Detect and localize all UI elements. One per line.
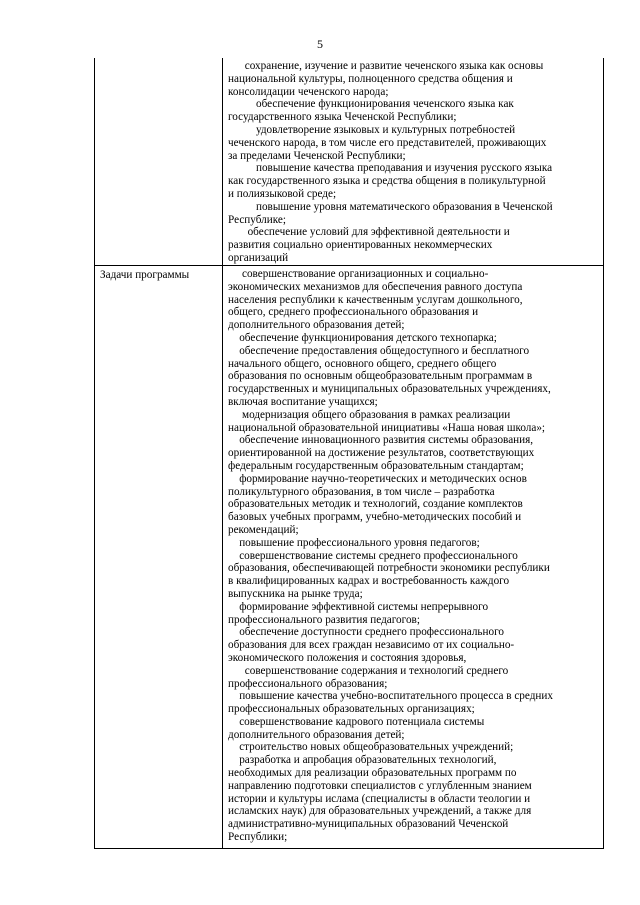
- text-line: совершенствование кадрового потенциала системы: [228, 715, 485, 728]
- tasks-cell: [228, 268, 600, 844]
- text-line: общего, среднего профессионального образования и: [228, 306, 479, 319]
- text-line: рекомендаций;: [228, 523, 299, 536]
- table-border-bottom: [94, 848, 604, 849]
- text-line: в квалифицированных кадрах и востребованность каждого: [228, 575, 510, 588]
- text-line: за пределами Чеченской Республики;: [228, 149, 406, 162]
- text-line: выпускника на рынке труда;: [228, 587, 363, 600]
- text-line: разработка и апробация образовательных технологий,: [228, 754, 497, 767]
- text-line: консолидации чеченского народа;: [228, 85, 389, 98]
- text-line: обеспечение условий для эффективной деятельности и: [228, 226, 510, 239]
- text-line: начального общего, основного общего, среднего общего: [228, 357, 497, 370]
- text-line: сохранение, изучение и развитие чеченского языка как основы: [228, 60, 544, 72]
- text-line: обеспечение предоставления общедоступного и бесплатного: [228, 344, 530, 357]
- text-line: организаций: [228, 251, 289, 264]
- text-line: базовых учебных программ, учебно-методических пособий и: [228, 511, 522, 524]
- text-line: Республики;: [228, 831, 288, 844]
- text-line: профессионального образования;: [228, 677, 388, 690]
- page-number: 5: [317, 37, 323, 51]
- text-line: государственного языка Чеченской Республики;: [228, 111, 457, 124]
- text-line: совершенствование содержания и технологий среднего: [228, 664, 509, 677]
- table-border-left: [94, 58, 95, 849]
- text-line: необходимых для реализации образовательных программ по: [228, 767, 517, 780]
- text-line: повышение качества учебно-воспитательного процесса в средних: [228, 690, 553, 703]
- text-line: обеспечение инновационного развития системы образования,: [228, 434, 534, 447]
- text-line: федеральным государственным образовательным стандартам;: [228, 459, 524, 472]
- text-line: образования для всех граждан независимо от их социально-: [228, 639, 515, 652]
- text-line: включая воспитание учащихся;: [228, 395, 378, 408]
- text-line: чеченского народа, в том числе его представителей, проживающих: [228, 136, 547, 149]
- text-line: повышение уровня математического образования в Чеченской: [228, 200, 553, 213]
- text-line: Республике;: [228, 213, 286, 226]
- goals-cell: [228, 60, 600, 265]
- text-line: образования, обеспечивающей потребности экономики республики: [228, 562, 550, 575]
- table-row-divider: [94, 265, 604, 266]
- text-line: совершенствование организационных и социально-: [228, 268, 489, 280]
- text-line: удовлетворение языковых и культурных потребностей: [228, 123, 516, 136]
- text-line: обеспечение функционирования детского технопарка;: [228, 331, 497, 344]
- text-line: формирование эффективной системы непрерывного: [228, 600, 489, 613]
- text-line: профессиональных образовательных организациях;: [228, 703, 475, 716]
- text-line: как государственного языка и средства общения в поликультурной: [228, 175, 546, 188]
- text-line: развития социально ориентированных некоммерческих: [228, 239, 493, 252]
- text-line: дополнительного образования детей;: [228, 728, 405, 741]
- tasks-label: Задачи программы: [100, 269, 190, 281]
- text-line: ориентированной на достижение результатов, соответствующих: [228, 447, 535, 460]
- text-line: истории и культуры ислама (специалисты в области теологии и: [228, 792, 531, 805]
- text-line: повышение профессионального уровня педагогов;: [228, 536, 480, 549]
- text-line: образования по основным общеобразовательным программам в: [228, 370, 533, 383]
- text-line: исламских наук) для образовательных учреждений, а также для: [228, 805, 532, 818]
- table-border-right: [603, 58, 604, 849]
- text-line: экономического положения и состояния здоровья,: [228, 651, 467, 664]
- text-line: и полиязыковой среде;: [228, 187, 337, 200]
- text-line: дополнительного образования детей;: [228, 319, 405, 332]
- text-line: образовательных методик и технологий, создание комплектов: [228, 498, 523, 511]
- text-line: модернизация общего образования в рамках реализации: [228, 408, 511, 421]
- text-line: национальной культуры, полноценного средства общения и: [228, 72, 513, 85]
- text-line: повышение качества преподавания и изучения русского языка: [228, 162, 553, 175]
- text-line: направлению подготовки специалистов с углубленным знанием: [228, 779, 532, 792]
- text-line: совершенствование системы среднего профессионального: [228, 549, 518, 562]
- text-line: профессионального развития педагогов;: [228, 613, 420, 626]
- text-line: административно-муниципальных образований Чеченской: [228, 818, 509, 831]
- text-line: государственных и муниципальных образовательных учреждениях,: [228, 383, 551, 396]
- text-line: строительство новых общеобразовательных учреждений;: [228, 741, 514, 754]
- text-line: поликультурного образования, в том числе – разработка: [228, 485, 495, 498]
- text-line: национальной образовательной инициативы «Наша новая школа»;: [228, 421, 546, 434]
- table-column-divider: [222, 58, 223, 849]
- text-line: обеспечение функционирования чеченского языка как: [228, 98, 514, 111]
- text-line: населения республики к качественным услугам дошкольного,: [228, 293, 523, 306]
- text-line: формирование научно-теоретических и методических основ: [228, 472, 527, 485]
- text-line: обеспечение доступности среднего профессионального: [228, 626, 505, 639]
- text-line: экономических механизмов для обеспечения равного доступа: [228, 280, 523, 293]
